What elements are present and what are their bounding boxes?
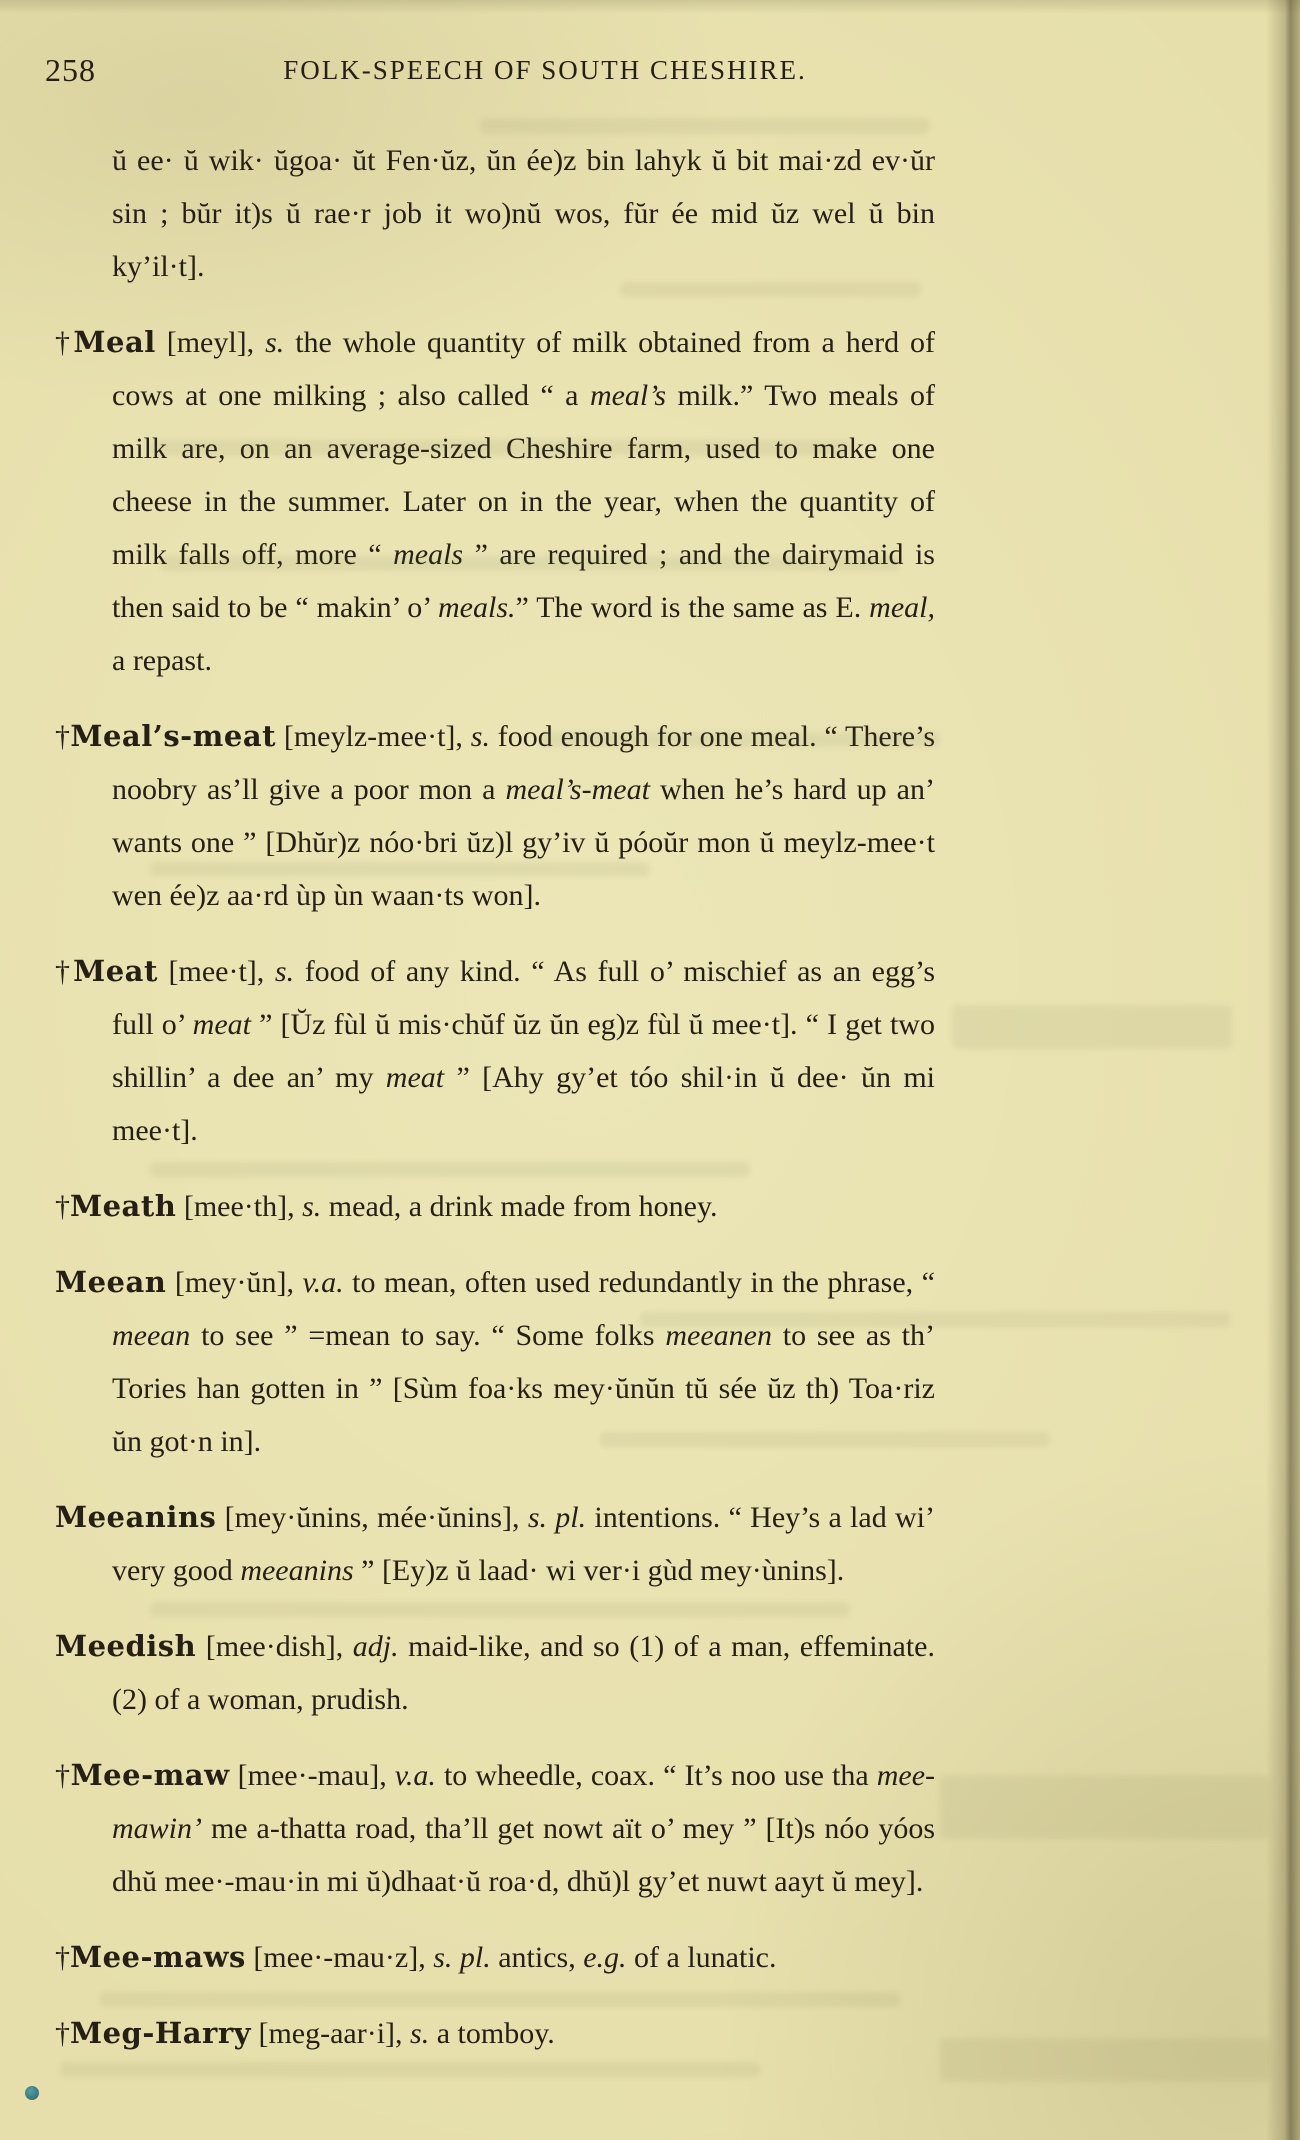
headword: Meath	[70, 1189, 177, 1223]
dagger-mark: †	[55, 720, 71, 753]
page-edge-shadow	[1266, 0, 1300, 2140]
italic-text: mee-mawin’	[112, 1759, 936, 1845]
body-text: milk.” Two meals of milk are, on an average-sized Cheshire farm, used to make one cheese in the summer. Later on in the year, when the quantity of milk falls off, more “	[112, 379, 936, 571]
bleed-through-mark	[940, 1775, 1270, 1839]
body-text: to wheedle, coax. “ It’s noo use tha	[435, 1759, 877, 1792]
body-text: food of any kind. “ As full o’ mischief as an egg’s full o’	[112, 955, 935, 1041]
dagger-mark: †	[55, 326, 74, 359]
ink-speck	[25, 2086, 39, 2100]
dagger-mark: †	[55, 2017, 70, 2050]
italic-text: s. pl.	[433, 1941, 491, 1974]
headword: Meg-Harry	[70, 2016, 251, 2050]
italic-text: e.g.	[583, 1941, 627, 1974]
body-text: to see as th’ Tories han gotten in ” [Sùm foa·ks mey·ŭnŭn tŭ sée ŭz th) Toa·riz ŭn got·n in].	[112, 1319, 935, 1458]
body-text: ” [Ey)z ŭ laad· wi ver·i gùd mey·ùnins].	[353, 1554, 845, 1587]
entry-meat	[55, 945, 935, 1157]
italic-text: meal’s	[589, 379, 667, 412]
italic-text: v.a.	[302, 1266, 344, 1299]
entry-meeanins	[55, 1491, 935, 1597]
body-text: a tomboy.	[429, 2017, 555, 2050]
body-text: to mean, often used redundantly in the phrase, “	[343, 1266, 935, 1299]
page-number: 258	[45, 52, 96, 88]
body-text: [mee·-mau·z],	[245, 1941, 434, 1974]
body-text: ” The word is the same as E.	[515, 591, 870, 624]
body-text: ” [Ahy gy’et tóo shil·in ŭ dee· ŭn mi mee·t].	[112, 1061, 935, 1147]
body-text: [mee·-mau],	[229, 1759, 395, 1792]
dagger-mark: †	[55, 1759, 71, 1792]
bleed-through-mark	[952, 1005, 1232, 1049]
body-text: [mee·th],	[176, 1190, 303, 1223]
headword: Meal’s-meat	[70, 719, 276, 753]
italic-text: meean	[112, 1319, 191, 1352]
body-text: ŭ ee· ŭ wik· ŭgoa· ŭt Fen·ŭz, ŭn ée)z bin lahyk ŭ bit mai·zd ev·ŭr sin ; bŭr it)s ŭ rae·r job it wo)nŭ wos, fŭr ée mid ŭz wel ŭ bin ky’il·t].	[112, 144, 935, 283]
body-text: the whole quantity of milk obtained from a herd of cows at one milking ; also called “ a	[112, 326, 935, 412]
italic-text: s.	[265, 326, 285, 359]
headword: Mee-maw	[70, 1758, 230, 1792]
headword: Meeanins	[55, 1500, 217, 1534]
headword: Meat	[73, 954, 158, 988]
body-text: [meylz-mee·t],	[276, 720, 471, 753]
italic-text: meeanins	[240, 1554, 354, 1587]
entry-meals-meat	[55, 710, 936, 922]
entry-mee-maw	[55, 1749, 936, 1908]
body-text: ” are required ; and the dairymaid is then said to be “ makin’ o’	[112, 538, 935, 624]
italic-text: s.	[274, 955, 295, 988]
italic-text: meeanen	[665, 1319, 772, 1352]
body-text: [meg-aar·i],	[250, 2017, 411, 2050]
page-header	[45, 50, 935, 94]
body-text: ” [Ŭz fùl ŭ mis·chŭf ŭz ŭn eg)z fùl ŭ mee·t]. “ I get two shillin’ a dee an’ my	[112, 1008, 935, 1094]
italic-text: meal’s-meat	[505, 773, 650, 806]
headword: Meal	[73, 325, 156, 359]
body-text: intentions. “ Hey’s a lad wi’ very good	[112, 1501, 935, 1587]
body-text: [mey·ŭn],	[166, 1266, 303, 1299]
headword: Mee-maws	[70, 1940, 246, 1974]
text-column	[55, 134, 936, 2083]
entry-mee-maws	[55, 1931, 935, 1984]
entry-meath	[55, 1180, 935, 1233]
body-text: antics,	[490, 1941, 584, 1974]
body-text: maid-like, and so (1) of a man, effeminate. (2) of a woman, prudish.	[112, 1630, 935, 1716]
italic-text: s.	[410, 2017, 430, 2050]
body-text: [mee·t],	[157, 955, 275, 988]
body-text: mead, a drink made from honey.	[321, 1190, 718, 1223]
body-text: me a-thatta road, tha’ll get nowt aït o’ mey ” [It)s nóo yóos dhŭ mee·-mau·in mi ŭ)dhaat·ŭ roa·d, dhŭ)l gy’et nuwt aayt ŭ mey].	[112, 1812, 935, 1898]
body-text: [mee·dish],	[196, 1630, 353, 1663]
entry-meal	[55, 316, 936, 687]
italic-text: meals.	[438, 591, 516, 624]
body-text: a repast.	[112, 644, 212, 677]
entry-meedish	[55, 1620, 935, 1726]
running-title: FOLK-SPEECH OF SOUTH CHESHIRE.	[283, 55, 807, 85]
bleed-through-mark	[480, 118, 930, 134]
continuation-paragraph	[112, 134, 935, 293]
dagger-mark: †	[55, 955, 74, 988]
italic-text: meal,	[869, 591, 935, 624]
headword: Meean	[55, 1265, 167, 1299]
headword: Meedish	[55, 1629, 197, 1663]
body-text: [meyl],	[155, 326, 266, 359]
italic-text: meals	[393, 538, 464, 571]
body-text: to see ” =mean to say. “ Some folks	[190, 1319, 666, 1352]
page-top-shadow	[0, 0, 1300, 14]
italic-text: meat	[192, 1008, 251, 1041]
bleed-through-mark	[940, 2038, 1270, 2082]
dagger-mark: †	[55, 1941, 70, 1974]
italic-text: s.	[302, 1190, 322, 1223]
body-text: when he’s hard up an’ wants one ” [Dhŭr)z nóo·bri ŭz)l gy’iv ŭ póoŭr mon ŭ meylz-mee·t wen ée)z aa·rd ùp ùn waan·ts won].	[112, 773, 935, 912]
body-text: [mey·ŭnins, mée·ŭnins],	[216, 1501, 528, 1534]
italic-text: meat	[385, 1061, 445, 1094]
entry-meg-harry	[55, 2007, 935, 2060]
italic-text: adj.	[352, 1630, 399, 1663]
italic-text: s.	[470, 720, 490, 753]
dagger-mark: †	[55, 1190, 70, 1223]
body-text: of a lunatic.	[626, 1941, 777, 1974]
italic-text: s. pl.	[527, 1501, 587, 1534]
body-text: food enough for one meal. “ There’s noobry as’ll give a poor mon a	[112, 720, 936, 806]
italic-text: v.a.	[394, 1759, 436, 1792]
entry-meean	[55, 1256, 935, 1468]
